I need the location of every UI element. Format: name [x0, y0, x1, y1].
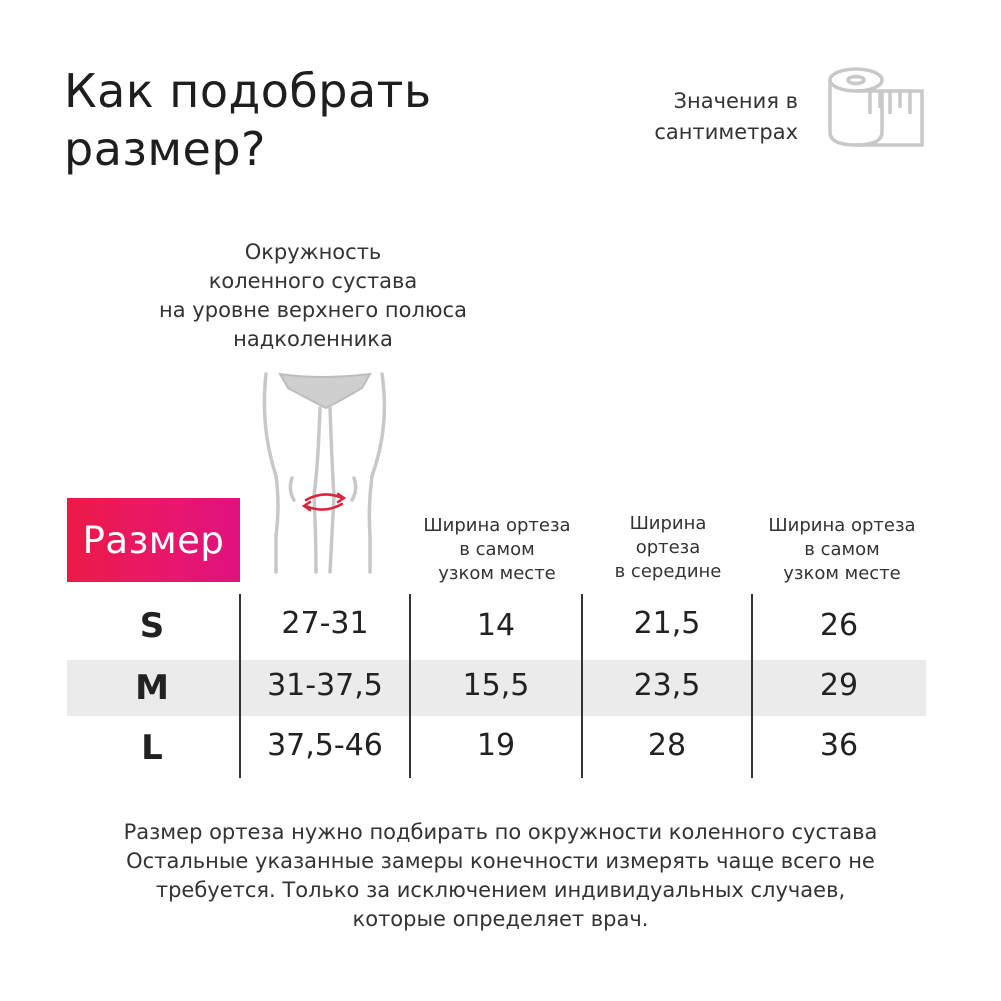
- size-cell: L: [141, 728, 163, 768]
- knee-caption-line-2: коленного сустава: [208, 269, 418, 293]
- width-narrow-cell: 29: [819, 668, 859, 703]
- width-middle-cell: 23,5: [633, 668, 701, 703]
- units-note-line-1: Значения в: [673, 89, 798, 113]
- units-note-line-2: сантиметрах: [654, 120, 798, 144]
- column-header-1-line-1: Ширина ортеза: [423, 515, 571, 536]
- knee-caption-line-1: Окружность: [244, 240, 382, 264]
- column-header-3-line-2: в самом: [804, 539, 880, 560]
- size-header-badge: Размер: [67, 498, 240, 582]
- knee-circumference-cell: 27-31: [281, 606, 369, 641]
- title-line-2: размер?: [64, 122, 266, 176]
- title-line-1: Как подобрать: [64, 64, 432, 118]
- sizing-note-line-3: требуется. Только за исключением индивидуальных случаев,: [155, 878, 846, 902]
- size-cell: M: [135, 668, 169, 708]
- width-narrow-cell: 19: [476, 728, 516, 763]
- column-header-3-line-1: Ширина ортеза: [768, 515, 916, 536]
- column-header-2-line-3: в середине: [614, 561, 722, 582]
- width-narrow-cell: 26: [819, 608, 859, 643]
- page-title: [64, 62, 432, 178]
- knee-caption-line-3: на уровне верхнего полюса: [159, 298, 467, 322]
- knee-measurement-caption: [120, 238, 506, 354]
- column-header-3-line-3: узком месте: [783, 563, 901, 584]
- knee-measurement-icon: [258, 366, 392, 574]
- sizing-note: [40, 818, 961, 934]
- units-note: [600, 86, 798, 148]
- sizing-note-line-1: Размер ортеза нужно подбирать по окружности коленного сустава: [123, 820, 878, 844]
- width-narrow-cell: 15,5: [462, 668, 530, 703]
- column-header-1-line-3: узком месте: [438, 563, 556, 584]
- column-header-2-line-1: Ширина: [629, 513, 707, 534]
- width-middle-cell: 21,5: [633, 606, 701, 641]
- knee-circumference-cell: 31-37,5: [267, 668, 383, 703]
- column-header-2: [584, 512, 752, 584]
- width-narrow-cell: 14: [476, 608, 516, 643]
- knee-circumference-cell: 37,5-46: [267, 728, 383, 763]
- column-header-1-line-2: в самом: [459, 539, 535, 560]
- width-middle-cell: 28: [647, 728, 687, 763]
- sizing-note-line-2: Остальные указанные замеры конечности измерять чаще всего не: [126, 849, 875, 873]
- sizing-note-line-4: которые определяет врач.: [352, 907, 649, 931]
- measuring-tape-icon: [826, 66, 926, 150]
- size-cell: S: [139, 606, 165, 646]
- column-header-2-line-2: ортеза: [635, 537, 701, 558]
- column-header-1: [410, 514, 584, 586]
- column-header-3: [752, 514, 932, 586]
- knee-caption-line-4: надколенника: [233, 327, 393, 351]
- width-narrow-cell: 36: [819, 728, 859, 763]
